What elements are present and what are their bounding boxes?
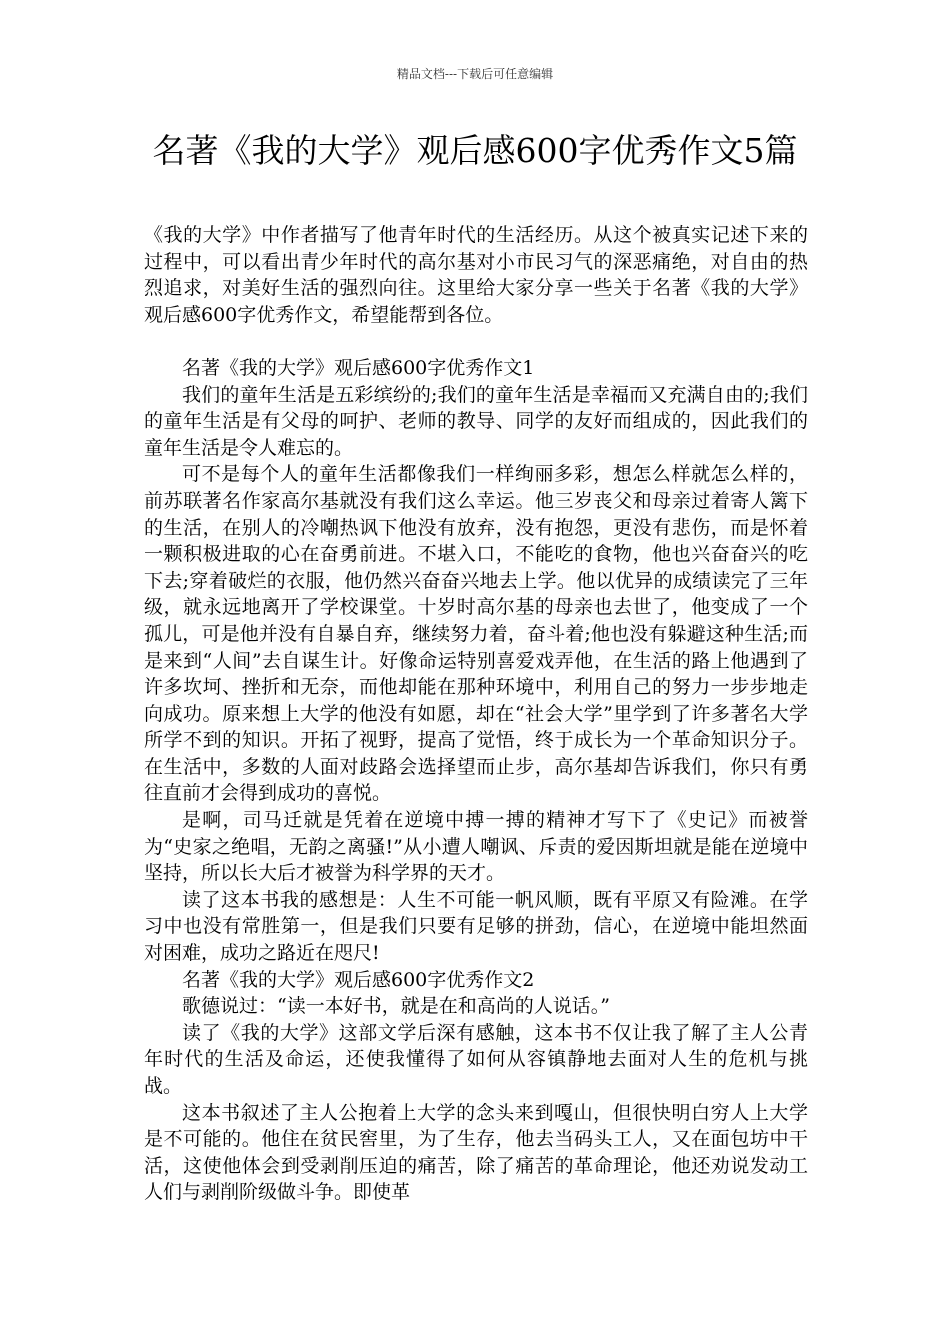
body-paragraph: 读了这本书我的感想是：人生不可能一帆风顺，既有平原又有险滩。在学习中也没有常胜第一，但是我们只要有足够的拼劲，信心，在逆境中能坦然面对困难，成功之路近在咫尺! — [144, 888, 808, 965]
page-header: 精品文档---下载后可任意编辑 — [396, 67, 554, 81]
document-title: 名著《我的大学》观后感600字优秀作文5篇 — [152, 131, 798, 170]
body-paragraph: 这本书叙述了主人公抱着上大学的念头来到嘎山，但很快明白穷人上大学是不可能的。他住在贫民窖里，为了生存，他去当码头工人，又在面包坊中干活，这使他体会到受剥削压迫的痛苦，除了痛苦的革命理论，他还劝说发动工人们与剥削阶级做斗争。即使革 — [144, 1101, 808, 1204]
body-paragraph: 读了《我的大学》这部文学后深有感触，这本书不仅让我了解了主人公青年时代的生活及命运，还使我懂得了如何从容镇静地去面对人生的危机与挑战。 — [144, 1021, 808, 1097]
body-paragraph: 我们的童年生活是五彩缤纷的;我们的童年生活是幸福而又充满自由的;我们的童年生活是有父母的呵护、老师的教导、同学的友好而组成的，因此我们的童年生活是令人难忘的。 — [144, 383, 808, 459]
section-heading-1: 名著《我的大学》观后感600字优秀作文1 — [182, 356, 535, 379]
body-paragraph: 是啊，司马迁就是凭着在逆境中搏一搏的精神才写下了《史记》而被誉为“史家之绝唱，无韵之离骚!”从小遭人嘲讽、斥责的爱因斯坦就是能在逆境中坚持，所以长大后才被誉为科学界的天才。 — [144, 809, 808, 885]
body-paragraph: 可不是每个人的童年生活都像我们一样绚丽多彩，想怎么样就怎么样的，前苏联著名作家高尔基就没有我们这么幸运。他三岁丧父和母亲过着寄人篱下的生活，在别人的冷嘲热讽下他没有放弃，没有抱怨，更没有悲伤，而是怀着一颗积极进取的心在奋勇前进。不堪入口，不能吃的食物，他也兴奋奋兴的吃下去;穿着破烂的衣服，他仍然兴奋奋兴地去上学。他以优异的成绩读完了三年级，就永远地离开了学校课堂。十岁时高尔基的母亲也去世了，他变成了一个孤儿，可是他并没有自暴自弃，继续努力着，奋斗着;他也没有躲避这种生活;而是来到“人间”去自谋生计。好像命运特别喜爱戏弄他，在生活的路上他遇到了许多坎坷、挫折和无奈，而他却能在那种环境中，利用自己的努力一步步地走向成功。原来想上大学的他没有如愿，却在“社会大学”里学到了许多著名大学所学不到的知识。开拓了视野，提高了觉悟，终于成长为一个革命知识分子。在生活中，多数的人面对歧路会选择望而止步，高尔基却告诉我们，你只有勇往直前才会得到成功的喜悦。 — [144, 463, 808, 805]
document-body — [144, 222, 808, 1206]
intro-paragraph: 《我的大学》中作者描写了他青年时代的生活经历。从这个被真实记述下来的过程中，可以看出青少年时代的高尔基对小市民习气的深恶痛绝，对自由的热烈追求，对美好生活的强烈向往。这里给大家分享一些关于名著《我的大学》观后感600字优秀作文，希望能帮到各位。 — [144, 224, 808, 326]
section-heading-2: 名著《我的大学》观后感600字优秀作文2 — [182, 968, 535, 991]
body-paragraph: 歌德说过：“读一本好书，就是在和高尚的人说话。” — [182, 995, 610, 1018]
